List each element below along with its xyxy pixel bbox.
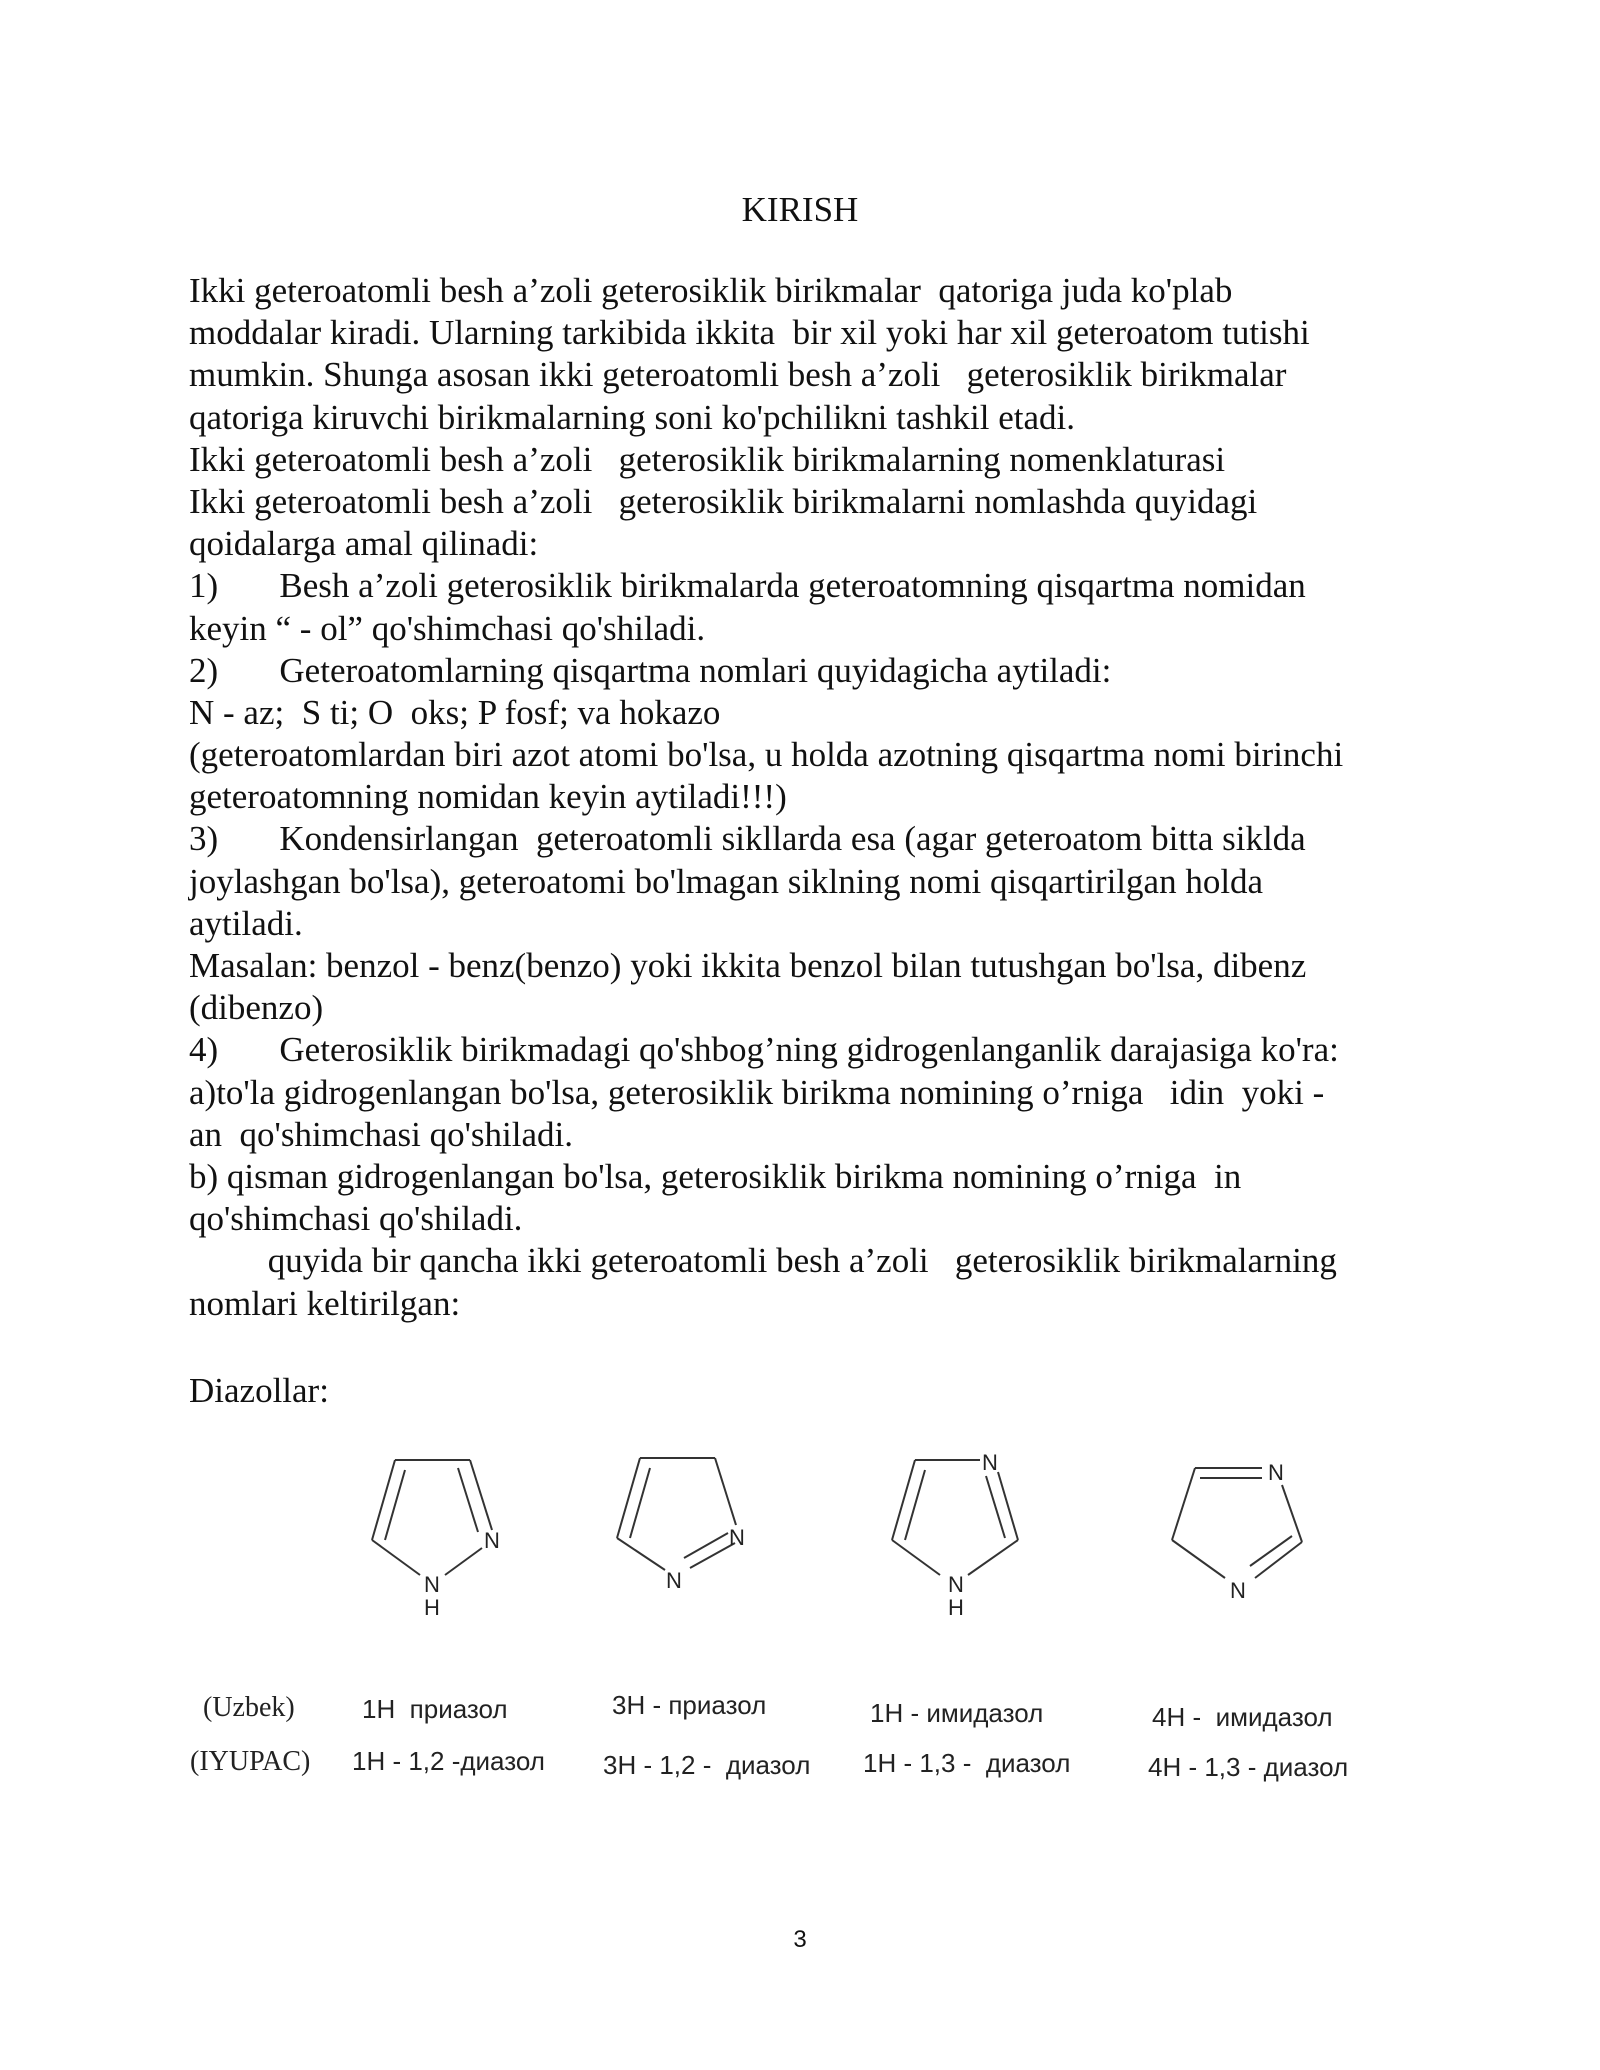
uzbek-name-1: 1H приазол [362,1694,508,1724]
text-line: qo'shimchasi qo'shiladi. [189,1199,523,1239]
text-line: (geteroatomlardan biri azot atomi bo'lsa, u holda azotning qisqartma nomi birinchi [189,735,1344,775]
uzbek-name-3: 1H - имидазол [870,1698,1044,1728]
atom-n: N [666,1568,682,1593]
iupac-name-3: 1H - 1,3 - диазол [863,1748,1071,1778]
text-line: aytiladi. [189,903,303,943]
uzbek-name-4: 4H - имидазол [1152,1702,1333,1732]
rule-3: 3) Kondensirlangan geteroatomli sikllarda esa (agar geteroatom bitta siklda [189,819,1306,859]
rule-4: 4) Geterosiklik birikmadagi qo'shbog’ning gidrogenlanganlik darajasiga ko'ra: [189,1030,1339,1070]
atom-n: N [484,1528,500,1553]
text-line: keyin “ - ol” qo'shimchasi qo'shiladi. [189,608,706,648]
text-line: N - az; S ti; O oks; P fosf; va hokazo [189,692,721,732]
section-heading: Ikki geteroatomli besh a’zoli geterosiklik birikmalarning nomenklaturasi [189,439,1226,479]
atom-n: N [1230,1578,1246,1603]
text-line: qoidalarga amal qilinadi: [189,524,539,564]
text-line: geteroatomning nomidan keyin aytiladi!!!) [189,777,787,817]
iupac-tag: (IYUPAC) [190,1746,311,1777]
text-line: Masalan: benzol - benz(benzo) yoki ikkita benzol bilan tutushgan bo'lsa, dibenz [189,946,1307,985]
text-line: joylashgan bo'lsa), geteroatomi bo'lmagan siklning nomi qisqartirilgan holda [189,861,1264,901]
uzbek-tag: (Uzbek) [203,1692,295,1723]
page-title: KIRISH [741,190,859,229]
text-line: moddalar kiradi. Ularning tarkibida ikkita bir xil yoki har xil geteroatom tutishi [189,313,1310,353]
text-line: quyida bir qancha ikki geteroatomli besh a’zoli geterosiklik birikmalarning [189,1241,1337,1281]
text-line: qatoriga kiruvchi birikmalarning soni ko'pchilikni tashkil etadi. [189,397,1075,437]
rule-2: 2) Geteroatomlarning qisqartma nomlari quyidagicha aytiladi: [189,650,1112,690]
uzbek-name-2: 3H - приазол [612,1690,767,1720]
text-line: Ikki geteroatomli besh a’zoli geterosiklik birikmalarni nomlashda quyidagi [189,481,1258,521]
text-line: nomlari keltirilgan: [189,1283,461,1323]
structure-1h-imidazole [892,1450,1018,1620]
structure-3h-pyrazole [617,1458,745,1593]
structure-1h-pyrazole [372,1460,500,1620]
diazol-heading: Diazollar: [189,1371,329,1410]
rule-1: 1) Besh a’zoli geterosiklik birikmalarda geteroatomning qisqartma nomidan [189,566,1306,606]
text-line: an qo'shimchasi qo'shiladi. [189,1114,573,1154]
page-number: 3 [793,1926,807,1953]
text-line: Ikki geteroatomli besh a’zoli geterosiklik birikmalar qatoriga juda ko'plab [189,271,1233,310]
text-line: b) qisman gidrogenlangan bo'lsa, geterosiklik birikma nomining o’rniga in [189,1156,1242,1196]
atom-h: H [948,1595,964,1620]
iupac-name-4: 4H - 1,3 - диазол [1148,1752,1349,1782]
body-text [189,270,1429,1325]
atom-n: N [948,1572,964,1597]
iupac-name-2: 3H - 1,2 - диазол [603,1750,811,1780]
iupac-name-1: 1H - 1,2 -диазол [352,1746,545,1776]
diazole-structures [0,1440,1600,1640]
text-line: mumkin. Shunga asosan ikki geteroatomli besh a’zoli geterosiklik birikmalar [189,355,1287,395]
atom-h: H [424,1595,440,1620]
text-line: a)to'la gidrogenlangan bo'lsa, geterosiklik birikma nomining o’rniga idin yoki - [189,1072,1325,1112]
atom-n: N [424,1572,440,1597]
atom-n: N [1268,1460,1284,1485]
atom-n: N [729,1525,745,1550]
atom-n: N [982,1450,998,1475]
structure-4h-imidazole [1172,1460,1302,1603]
text-line: (dibenzo) [189,988,324,1028]
